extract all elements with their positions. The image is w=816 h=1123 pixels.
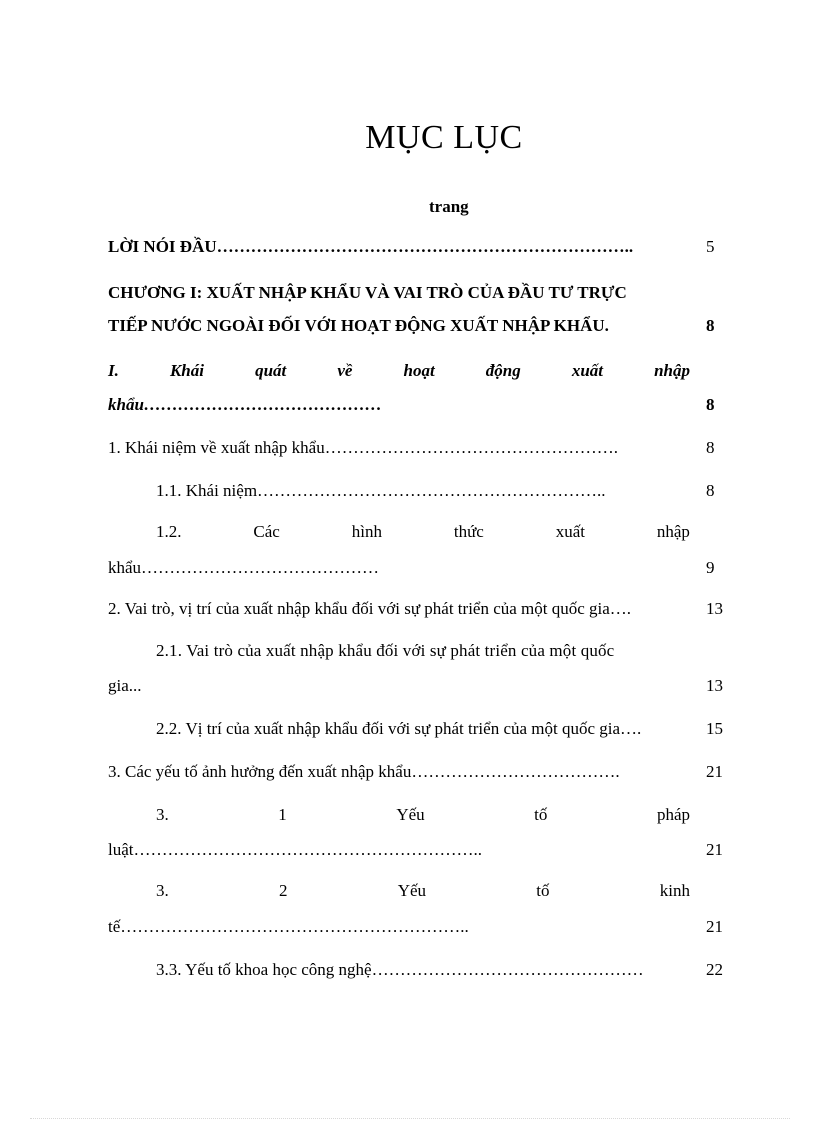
toc-page-number: 22 xyxy=(706,960,723,979)
page-title: MỤC LỤC xyxy=(365,119,523,156)
word: xuất xyxy=(555,522,585,541)
toc-page-number: 8 xyxy=(706,316,715,335)
toc-page-number: 21 xyxy=(706,840,723,859)
word: Các xyxy=(253,522,280,541)
word: nhập xyxy=(656,522,690,541)
word: Yếu xyxy=(397,881,427,900)
word: 3. xyxy=(156,881,169,900)
toc-entry-3-1-line2[interactable]: luật…………………………………………………….. xyxy=(108,840,482,859)
page-column-label: trang xyxy=(429,197,469,216)
toc-entry-3-2-line1[interactable] xyxy=(156,879,690,903)
word: quát xyxy=(255,361,287,380)
word: 3. xyxy=(156,805,169,824)
word: về xyxy=(337,361,353,380)
toc-entry-3-3[interactable]: 3.3. Yếu tố khoa học công nghệ………………………………………… xyxy=(156,960,644,979)
word: pháp xyxy=(656,805,690,824)
toc-entry-section-1-line2[interactable]: khẩu…………………………………… xyxy=(108,395,382,414)
toc-page-number: 21 xyxy=(706,917,723,936)
word: tố xyxy=(536,881,550,900)
toc-entry-3-1-line1[interactable] xyxy=(156,803,690,827)
word: tố xyxy=(534,805,548,824)
toc-entry-section-1-line1[interactable] xyxy=(108,359,690,383)
word: 2 xyxy=(278,881,288,900)
toc-page-number: 8 xyxy=(706,438,715,457)
toc-page-number: 9 xyxy=(706,558,715,577)
word: 1.2. xyxy=(156,522,182,541)
word: thức xyxy=(453,522,484,541)
word: 1 xyxy=(278,805,287,824)
word: động xyxy=(485,361,521,380)
word: I. xyxy=(108,361,119,380)
word: xuất xyxy=(571,361,603,380)
toc-entry-3-2-line2[interactable]: tế…………………………………………………….. xyxy=(108,917,469,936)
toc-page-number: 21 xyxy=(706,762,723,781)
toc-page-number: 8 xyxy=(706,481,715,500)
toc-entry-chapter-1-line2[interactable]: TIẾP NƯỚC NGOÀI ĐỐI VỚI HOẠT ĐỘNG XUẤT NHẬP KHẨU. xyxy=(108,316,609,335)
toc-entry-1-2-line1[interactable] xyxy=(156,520,690,544)
word: Yếu xyxy=(396,805,425,824)
toc-page-number: 8 xyxy=(706,395,715,414)
toc-entry-preface[interactable]: LỜI NÓI ĐẦU……………………………………………………………….. xyxy=(108,237,634,256)
toc-entry-1[interactable]: 1. Khái niệm về xuất nhập khẩu……………………………………………. xyxy=(108,438,618,457)
toc-page-number: 15 xyxy=(706,719,723,738)
toc-page-number: 13 xyxy=(706,676,723,695)
toc-page-number: 5 xyxy=(706,237,715,256)
toc-entry-1-2-line2[interactable]: khẩu…………………………………… xyxy=(108,558,380,577)
word: Khái xyxy=(169,361,204,380)
toc-entry-2-1-line2[interactable]: gia... xyxy=(108,676,142,695)
toc-entry-2[interactable]: 2. Vai trò, vị trí của xuất nhập khẩu đối với sự phát triển của một quốc gia…. xyxy=(108,599,632,618)
toc-entry-1-1[interactable]: 1.1. Khái niệm…………………………………………………….. xyxy=(156,481,606,500)
word: hoạt xyxy=(403,361,435,380)
word: nhập xyxy=(654,361,690,380)
toc-entry-2-2[interactable]: 2.2. Vị trí của xuất nhập khẩu đối với sự phát triển của một quốc gia…. xyxy=(156,719,642,738)
word: hình xyxy=(351,522,382,541)
toc-entry-3[interactable]: 3. Các yếu tố ảnh hưởng đến xuất nhập khẩu………………………………. xyxy=(108,762,620,781)
toc-page-number: 13 xyxy=(706,599,723,618)
page-bottom-rule xyxy=(30,1118,790,1119)
toc-entry-2-1-line1[interactable]: 2.1. Vai trò của xuất nhập khẩu đối với sự phát triển của một quốc xyxy=(156,641,615,660)
word: kinh xyxy=(659,881,690,900)
toc-entry-chapter-1-line1[interactable]: CHƯƠNG I: XUẤT NHẬP KHẨU VÀ VAI TRÒ CỦA ĐẦU TƯ TRỰC xyxy=(108,283,627,302)
